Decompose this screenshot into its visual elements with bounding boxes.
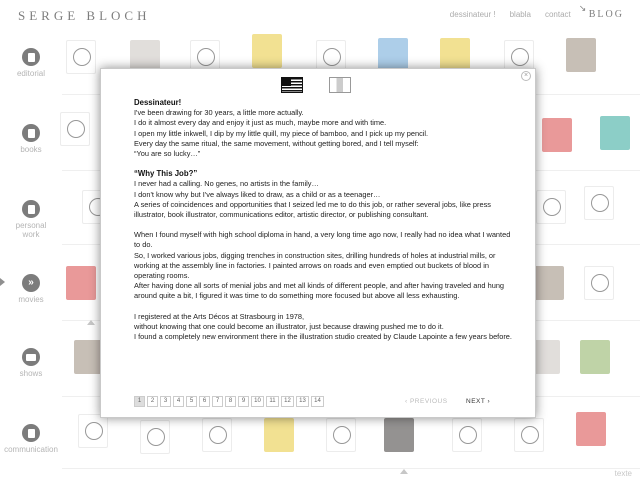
paragraph-line: I do it almost every day and enjoy it just as much, maybe more and with time. <box>134 118 387 128</box>
nav-contact[interactable]: contact <box>544 10 571 19</box>
next-button[interactable]: NEXT › <box>466 398 491 405</box>
page-button[interactable]: 13 <box>296 396 309 407</box>
sidebar-item-label: personal work <box>15 221 47 239</box>
page-button[interactable]: 6 <box>199 396 210 407</box>
section-title: Dessinateur! <box>134 98 182 107</box>
paragraph-line: I've been drawing for 30 years, a little more actually. <box>134 108 304 118</box>
page-button[interactable]: 12 <box>281 396 294 407</box>
paragraph: So, I worked various jobs, digging trenches in construction sites, drilling hundreds of holes at industrial mills, or working at the assembly line in factories. I painted arrows on roads and even emptied out buckets of blood in operating rooms. <box>134 250 496 281</box>
page-button[interactable]: 2 <box>147 396 158 407</box>
blog-label: BLOG <box>588 9 624 20</box>
page-button[interactable]: 11 <box>266 396 279 407</box>
language-switcher <box>281 77 351 93</box>
paragraph-line: I never had a calling. No genes, no artists in the family… <box>134 179 319 189</box>
page-button[interactable]: 10 <box>251 396 264 407</box>
play-icon: » <box>22 274 40 292</box>
sidebar-item-label: communication <box>4 445 58 454</box>
modal-text <box>134 98 514 398</box>
paragraph-line: I open my little inkwell, I dip by my little quill, my piece of bamboo, and I pick up my pencil. <box>134 128 429 138</box>
close-icon[interactable]: × <box>521 71 531 81</box>
previous-button[interactable]: ‹ PREVIOUS <box>405 398 448 405</box>
page-button[interactable]: 3 <box>160 396 171 407</box>
page-button[interactable]: 7 <box>212 396 223 407</box>
paragraph-line: I don't know why but I've always liked to draw, as a child or as a teenager… <box>134 189 381 199</box>
sidebar-item-label: books <box>20 145 42 154</box>
paragraph: When I found myself with high school diploma in hand, a very long time ago now, I really had no idea what I wanted to do. <box>134 230 511 250</box>
paragraph-line: I found a completely new environment there in the illustration studio created by Claude Lapointe a few years before. <box>134 332 512 342</box>
page-button[interactable]: 8 <box>225 396 236 407</box>
paragraph-line: I registered at the Arts Décos at Strasbourg in 1978, <box>134 311 305 321</box>
site-logo[interactable]: SERGE BLOCH <box>18 8 151 23</box>
section-title: “Why This Job?” <box>134 169 198 179</box>
page-button[interactable]: 14 <box>311 396 324 407</box>
page-button[interactable]: 5 <box>186 396 197 407</box>
sidebar-item-label: shows <box>19 369 43 378</box>
paragraph-line: Every day the same ritual, the same movement, without getting bored, and I tell myself: <box>134 138 419 148</box>
sidebar-item-label: editorial <box>16 69 45 78</box>
french-flag-icon[interactable] <box>329 77 351 93</box>
nav-blabla[interactable]: blabla <box>509 10 531 19</box>
nav-dessinateur[interactable]: dessinateur ! <box>449 10 496 19</box>
paragraph: After having done all sorts of menial jobs and met all kinds of different people, and after having traveled and hung around quite a bit, I figured it was time to do something more focused but above all less exhausting. <box>134 281 505 301</box>
english-flag-icon[interactable] <box>281 77 303 93</box>
page-button[interactable]: 9 <box>238 396 249 407</box>
texte-link[interactable]: texte <box>614 469 632 478</box>
pagination <box>134 396 324 407</box>
arrow-icon: ↘ <box>578 3 589 13</box>
paragraph-line: A series of coincidences and opportunities that I seized led me to do this job, or rather several jobs, like press illustrator, book illustrator, communications editor, artistic director, or publishing consultant. <box>134 199 491 220</box>
page-button[interactable]: 4 <box>173 396 184 407</box>
sidebar-item-label: movies <box>18 295 44 304</box>
text-modal <box>100 68 536 418</box>
paragraph-line: without knowing that one could become an illustrator, just because drawing pushed me to do it. <box>134 321 444 331</box>
page-button[interactable]: 1 <box>134 396 145 407</box>
paragraph-line: “You are so lucky…” <box>134 149 201 159</box>
